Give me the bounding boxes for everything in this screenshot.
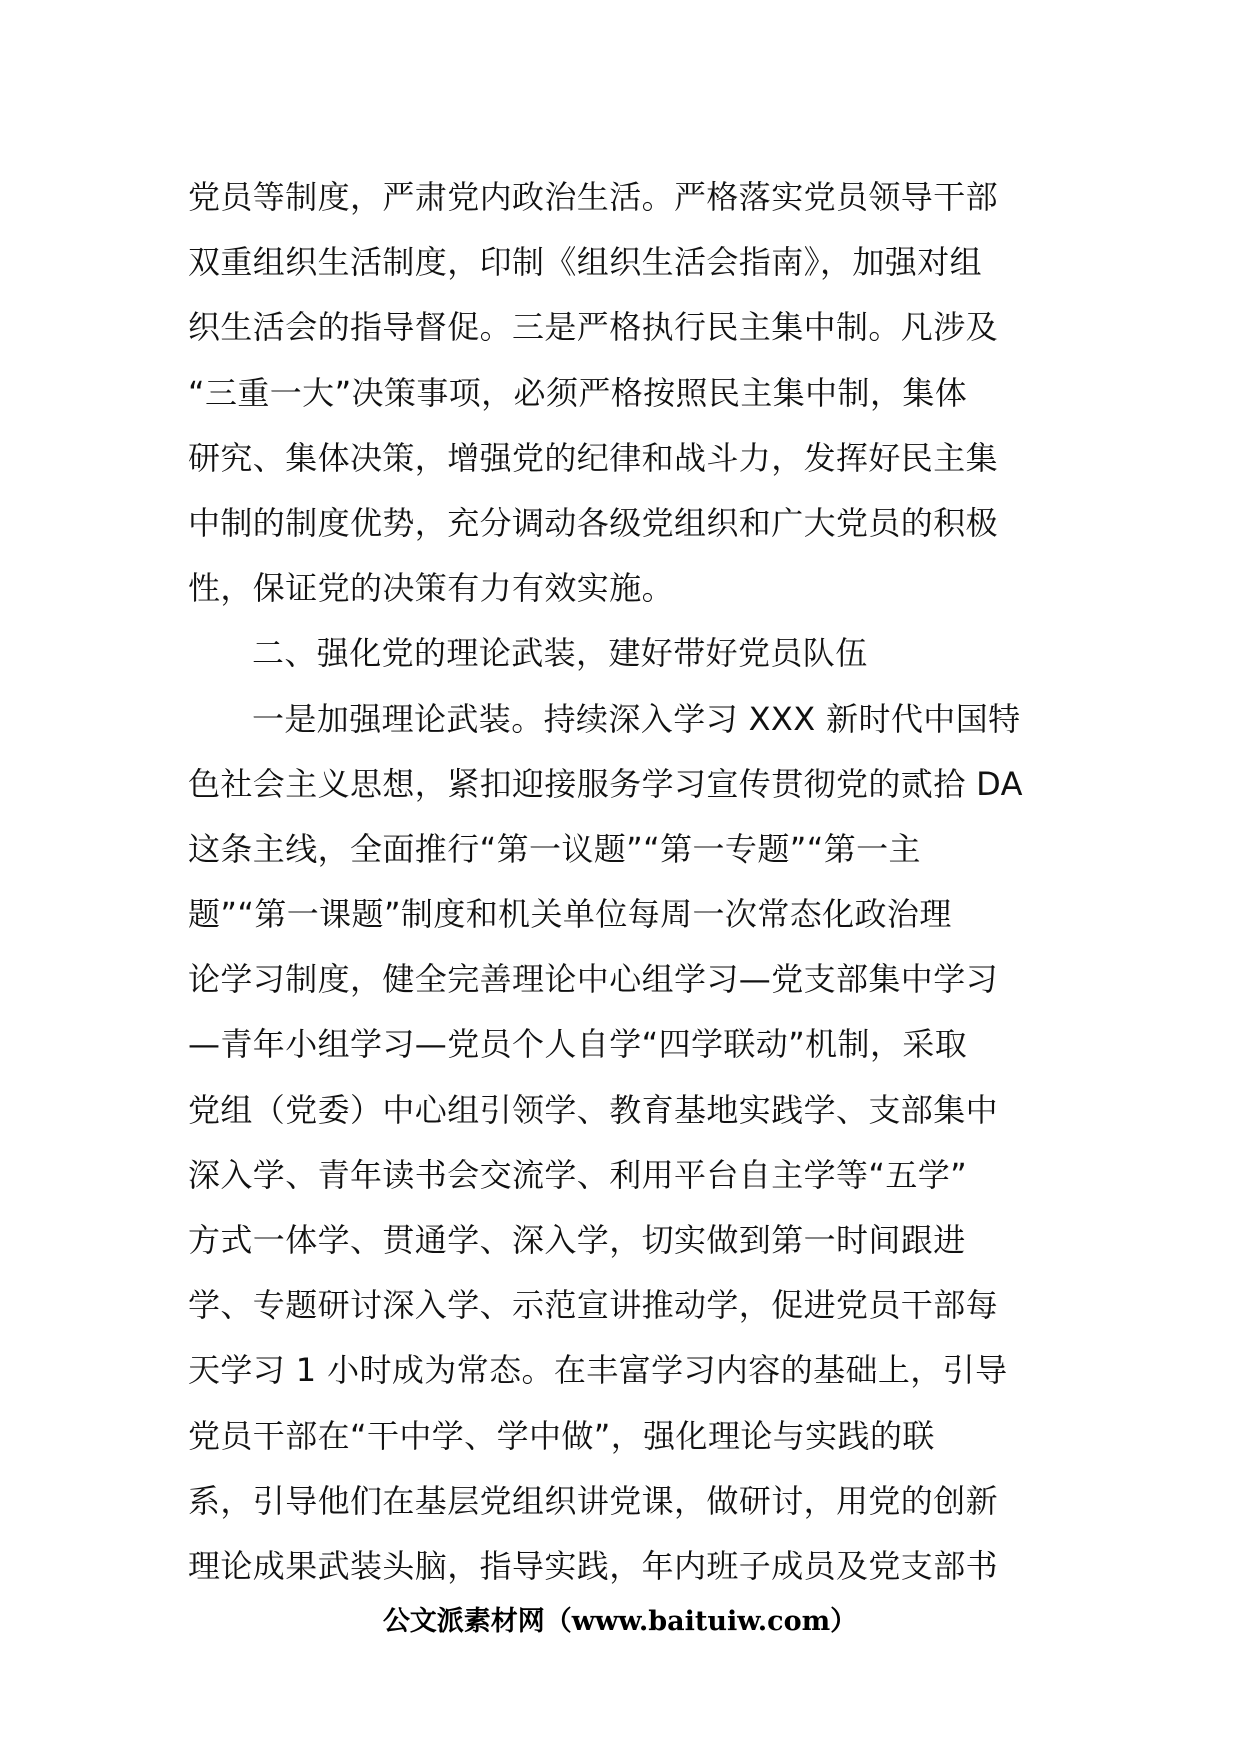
section-heading: 二、强化党的理论武装，建好带好党员队伍	[252, 634, 868, 673]
text-line: 双重组织生活制度，印制《组织生活会指南》，加强对组	[188, 243, 983, 282]
text-line: 题”“第一课题”制度和机关单位每周一次常态化政治理	[188, 895, 952, 934]
text-line: 性，保证党的决策有力有效实施。	[188, 569, 675, 608]
text-line: 论学习制度，健全完善理论中心组学习—党支部集中学习	[188, 960, 999, 999]
text-line: 一是加强理论武装。持续深入学习 XXX 新时代中国特	[252, 699, 1021, 738]
text-line: 党组（党委）中心组引领学、教育基地实践学、支部集中	[188, 1090, 999, 1129]
footer-watermark: 公文派素材网（www.baituiw.com）	[382, 1606, 858, 1637]
text-line: 天学习 1 小时成为常态。在丰富学习内容的基础上，引导	[188, 1351, 1008, 1390]
text-line: 织生活会的指导督促。三是严格执行民主集中制。凡涉及	[188, 308, 999, 347]
text-line: 中制的制度优势，充分调动各级党组织和广大党员的积极	[188, 503, 999, 542]
text-line: 学、专题研讨深入学、示范宣讲推动学，促进党员干部每	[188, 1286, 999, 1325]
text-line: 这条主线，全面推行“第一议题”“第一专题”“第一主	[188, 829, 921, 868]
text-line: 研究、集体决策，增强党的纪律和战斗力，发挥好民主集	[188, 438, 999, 477]
text-line: 深入学、青年读书会交流学、利用平台自主学等“五学”	[188, 1155, 968, 1194]
text-line: —青年小组学习—党员个人自学“四学联动”机制，采取	[188, 1025, 968, 1064]
text-line: 党员干部在“干中学、学中做”，强化理论与实践的联	[188, 1416, 935, 1455]
text-line: 党员等制度，严肃党内政治生活。严格落实党员领导干部	[188, 178, 999, 216]
text-line: “三重一大”决策事项，必须严格按照民主集中制，集体	[188, 373, 968, 412]
text-line: 理论成果武装头脑，指导实践，年内班子成员及党支部书	[188, 1546, 999, 1585]
text-line: 色社会主义思想，紧扣迎接服务学习宣传贯彻党的贰拾 DA	[188, 764, 1023, 803]
text-line: 方式一体学、贯通学、深入学，切实做到第一时间跟进	[188, 1221, 966, 1259]
body-text	[188, 165, 1068, 1599]
text-line: 系，引导他们在基层党组织讲党课，做研讨，用党的创新	[188, 1481, 999, 1520]
